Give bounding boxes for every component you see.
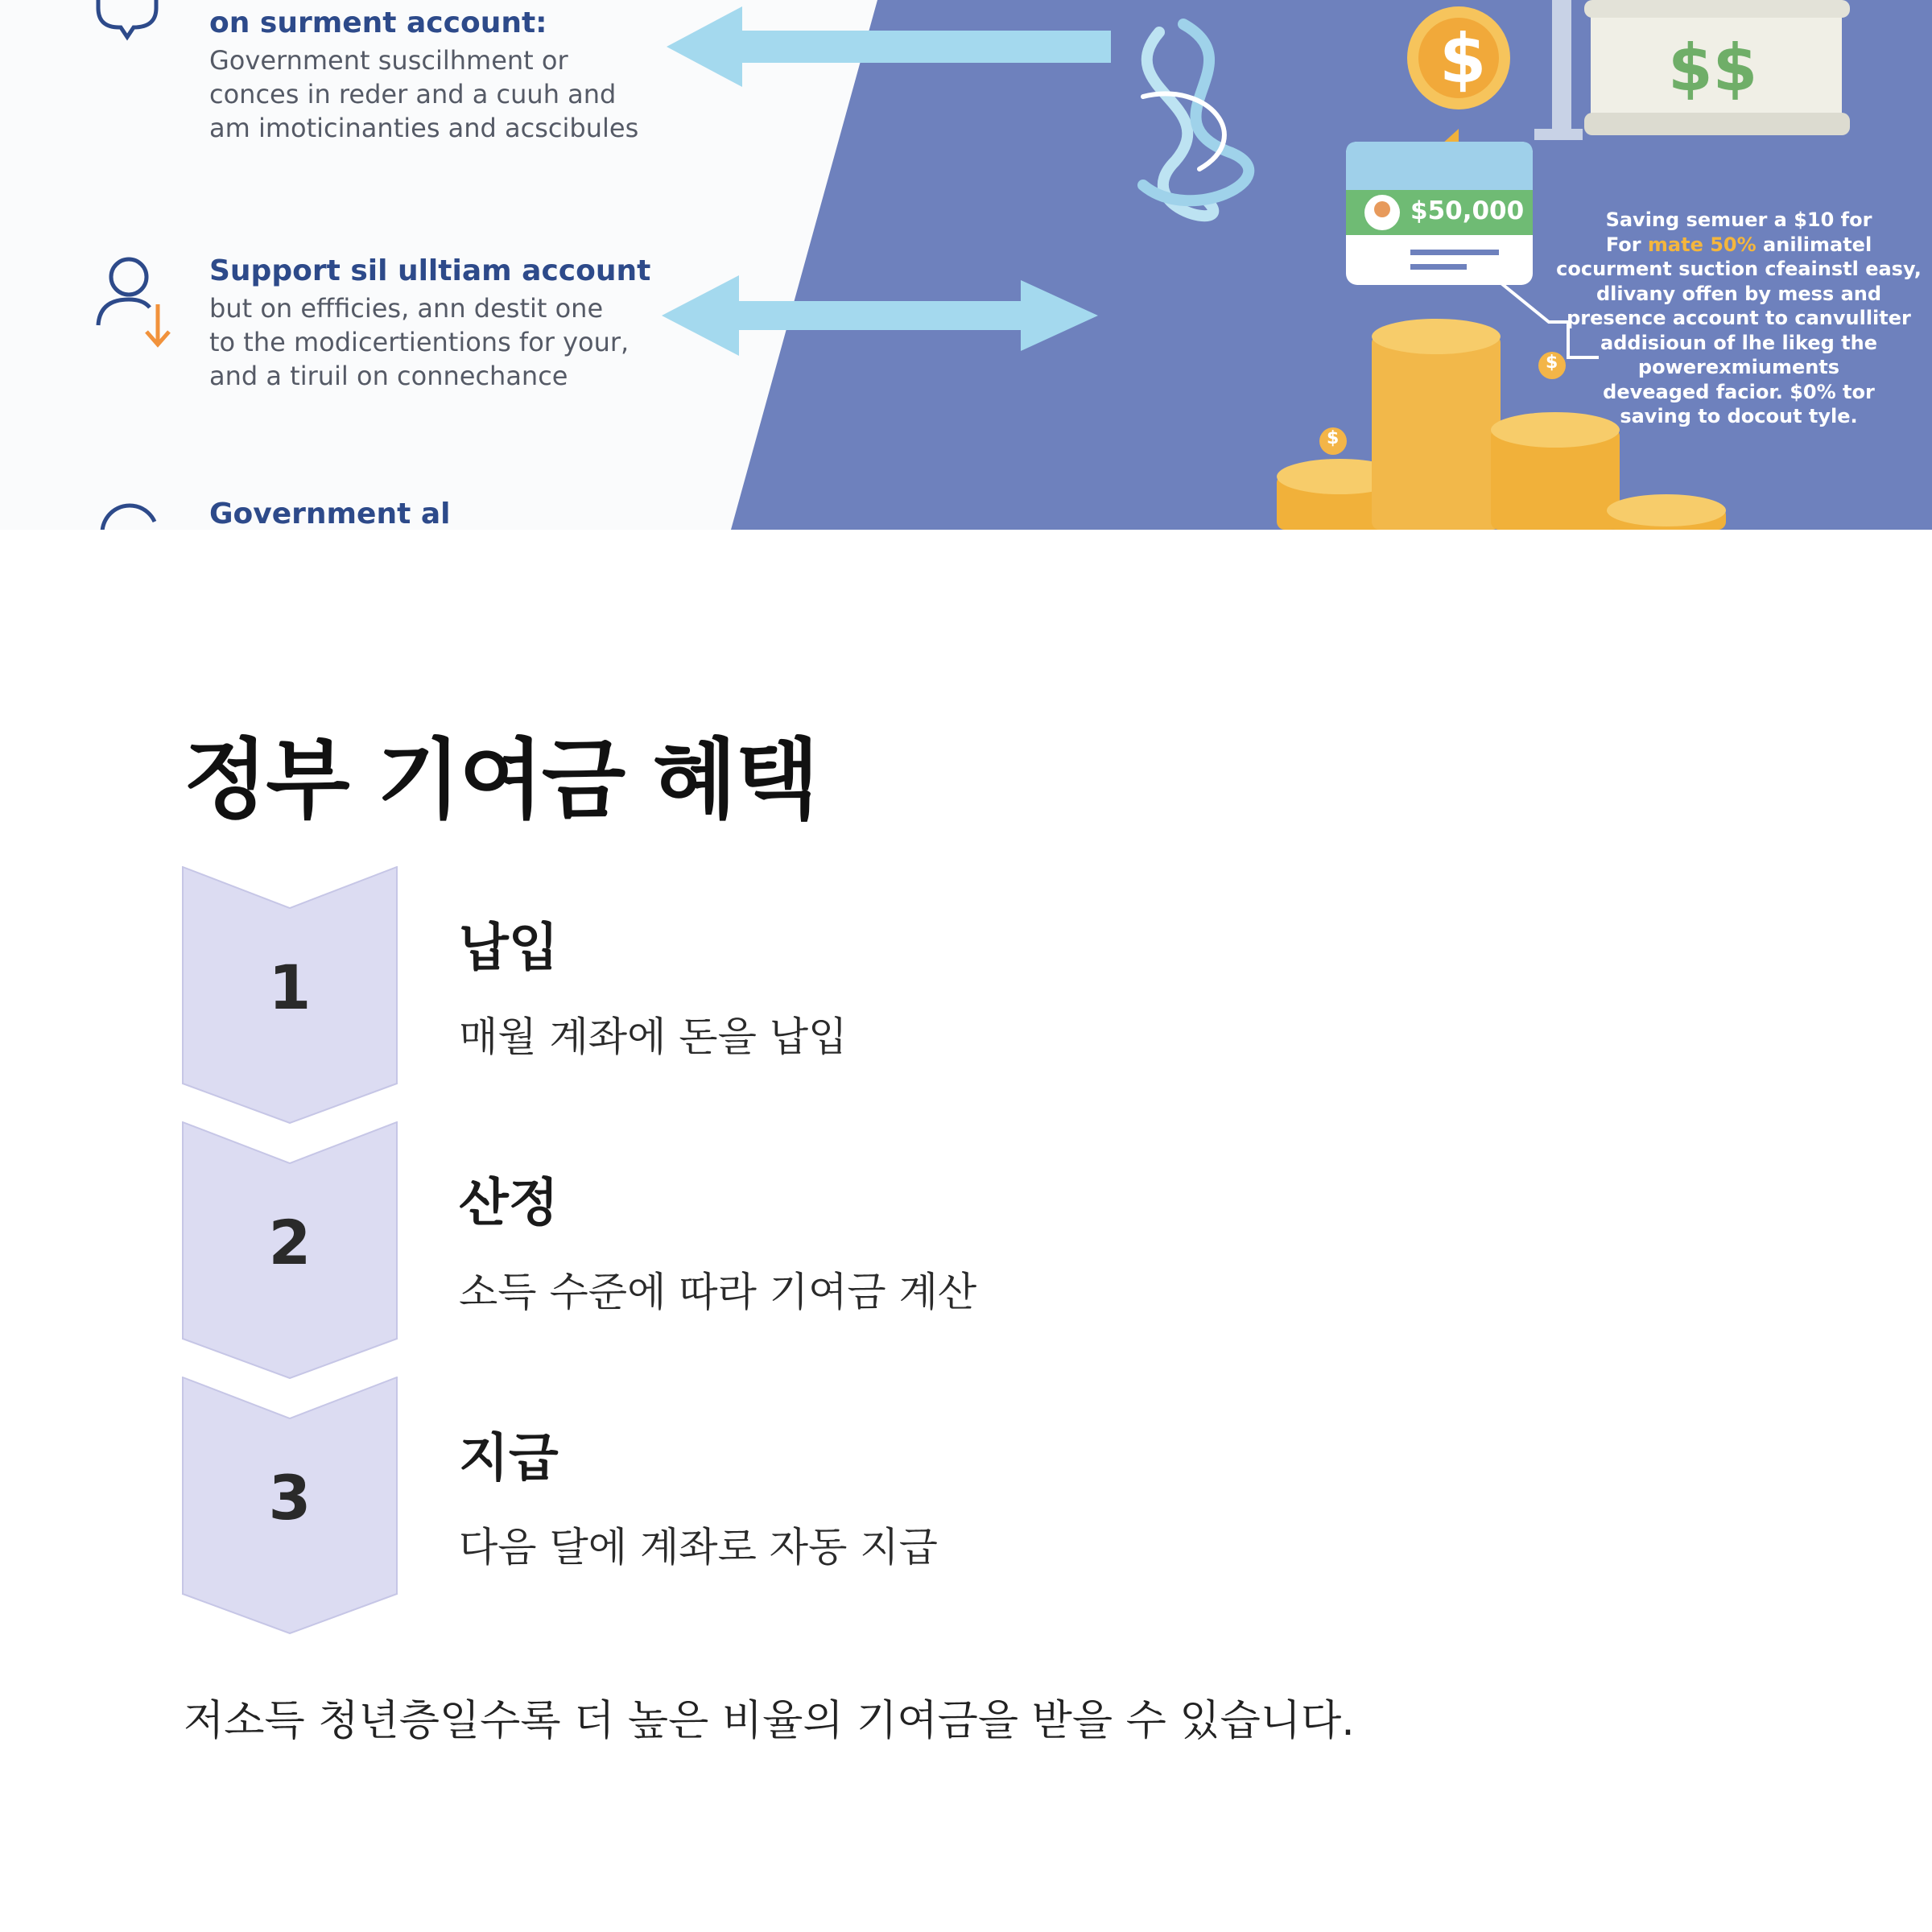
footnote-text: 저소득 청년층일수록 더 높은 비율의 기여금을 받을 수 있습니다. [184, 1697, 1355, 1745]
small-coin-symbol-2: $ [1546, 353, 1558, 373]
promo-highlight: mate 50% [1647, 233, 1757, 256]
promo-line-2-pre: For [1605, 233, 1648, 256]
card-amount: $50,000 [1410, 196, 1525, 225]
feature-1-body: Government suscilhment or conces in reder and a cuuh and am imoticinanties and acscibules [209, 45, 639, 143]
feature-2-body: but on effficies, ann destit one to the modicertientions for your, and a tiruil on connechance [209, 293, 630, 391]
feature-2-title: Support sil ulltiam account [209, 254, 651, 287]
hero-infographic-image [0, 0, 1932, 530]
section-title: 정부 기여금 혜택 [184, 730, 818, 831]
step-2-description: 소득 수준에 따라 기여금 계산 [459, 1269, 977, 1315]
coin-dollar-symbol: $ [1439, 19, 1487, 98]
step-1-title: 납입 [459, 919, 559, 978]
promo-text [1550, 208, 1928, 429]
step-3-description: 다음 달에 계좌로 자동 지급 [459, 1524, 938, 1571]
step-1-number: 1 [268, 952, 312, 1023]
step-1-description: 매월 계좌에 돈을 납입 [459, 1013, 848, 1060]
step-3 [182, 1377, 1711, 1634]
small-coin-symbol-1: $ [1327, 428, 1340, 448]
step-2 [182, 1121, 1711, 1379]
step-2-number: 2 [268, 1207, 312, 1278]
feature-3-title: Government al [209, 497, 451, 530]
chat-bubble-icon [98, 0, 156, 37]
step-1 [182, 866, 1711, 1124]
step-3-number: 3 [268, 1462, 312, 1534]
government-g-icon [102, 506, 155, 530]
promo-line-1: Saving semuer a $10 for [1605, 208, 1872, 231]
bill-dollar-symbol: $$ [1668, 31, 1758, 105]
feature-1-title: on surment account: [209, 6, 547, 39]
promo-body: cocurment suction cfeainstl easy, dlivany offen by mess and presence account to canvulliter addisioun of lhe likeg the powerexmiuments deveaged facior. $0% tor saving to docout tyle. [1556, 258, 1922, 427]
step-2-title: 산정 [459, 1174, 559, 1233]
step-3-title: 지급 [459, 1429, 559, 1488]
person-download-icon [98, 259, 169, 345]
promo-line-2-post: anilimatel [1756, 233, 1872, 256]
